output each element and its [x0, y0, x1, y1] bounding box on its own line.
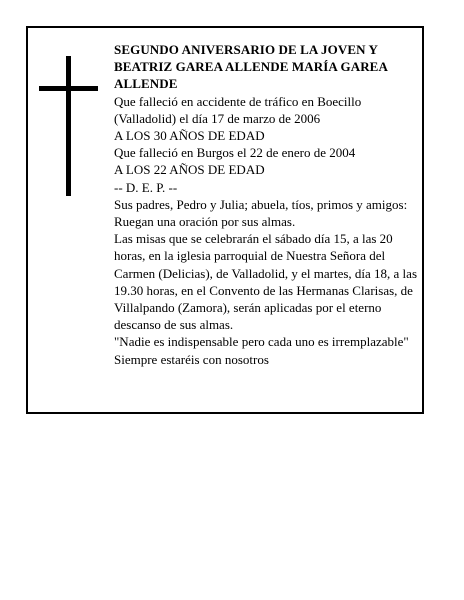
age-2: A LOS 22 AÑOS DE EDAD: [114, 162, 265, 178]
death-details-2: Que falleció en Burgos el 22 de enero de 2004: [114, 145, 356, 161]
obituary-title: SEGUNDO ANIVERSARIO DE LA JOVEN Y BEATRIZ GAREA ALLENDE MARÍA GAREA ALLENDE: [114, 42, 388, 92]
cross-icon: [66, 56, 71, 196]
closing-line: Siempre estaréis con nosotros: [114, 351, 269, 367]
mass-details: Las misas que se celebrarán el sábado día 15, a las 20 horas, en la iglesia parroquial de Nuestra Señora del Carmen (Delicias), de Valladolid, y el martes, día 18, a las 19.30 horas, en el Convento de las Hermanas Clarisas, de Villalpando (Zamora), serán aplicadas por el eterno descanso de sus almas.: [114, 231, 417, 333]
rip-line: -- D. E. P. --: [114, 179, 178, 195]
age-1: A LOS 30 AÑOS DE EDAD: [114, 128, 265, 144]
cross-icon-crossbar: [39, 86, 98, 91]
death-details-1: Que falleció en accidente de tráfico en Boecillo (Valladolid) el día 17 de marzo de 2006: [114, 93, 362, 126]
quote-line: "Nadie es indispensable pero cada uno es irremplazable": [114, 334, 409, 350]
prayer-request: Ruegan una oración por sus almas.: [114, 214, 296, 230]
family-line: Sus padres, Pedro y Julia; abuela, tíos, primos y amigos:: [114, 196, 408, 212]
obituary-text: [114, 41, 422, 368]
obituary-notice-frame: [26, 26, 424, 414]
